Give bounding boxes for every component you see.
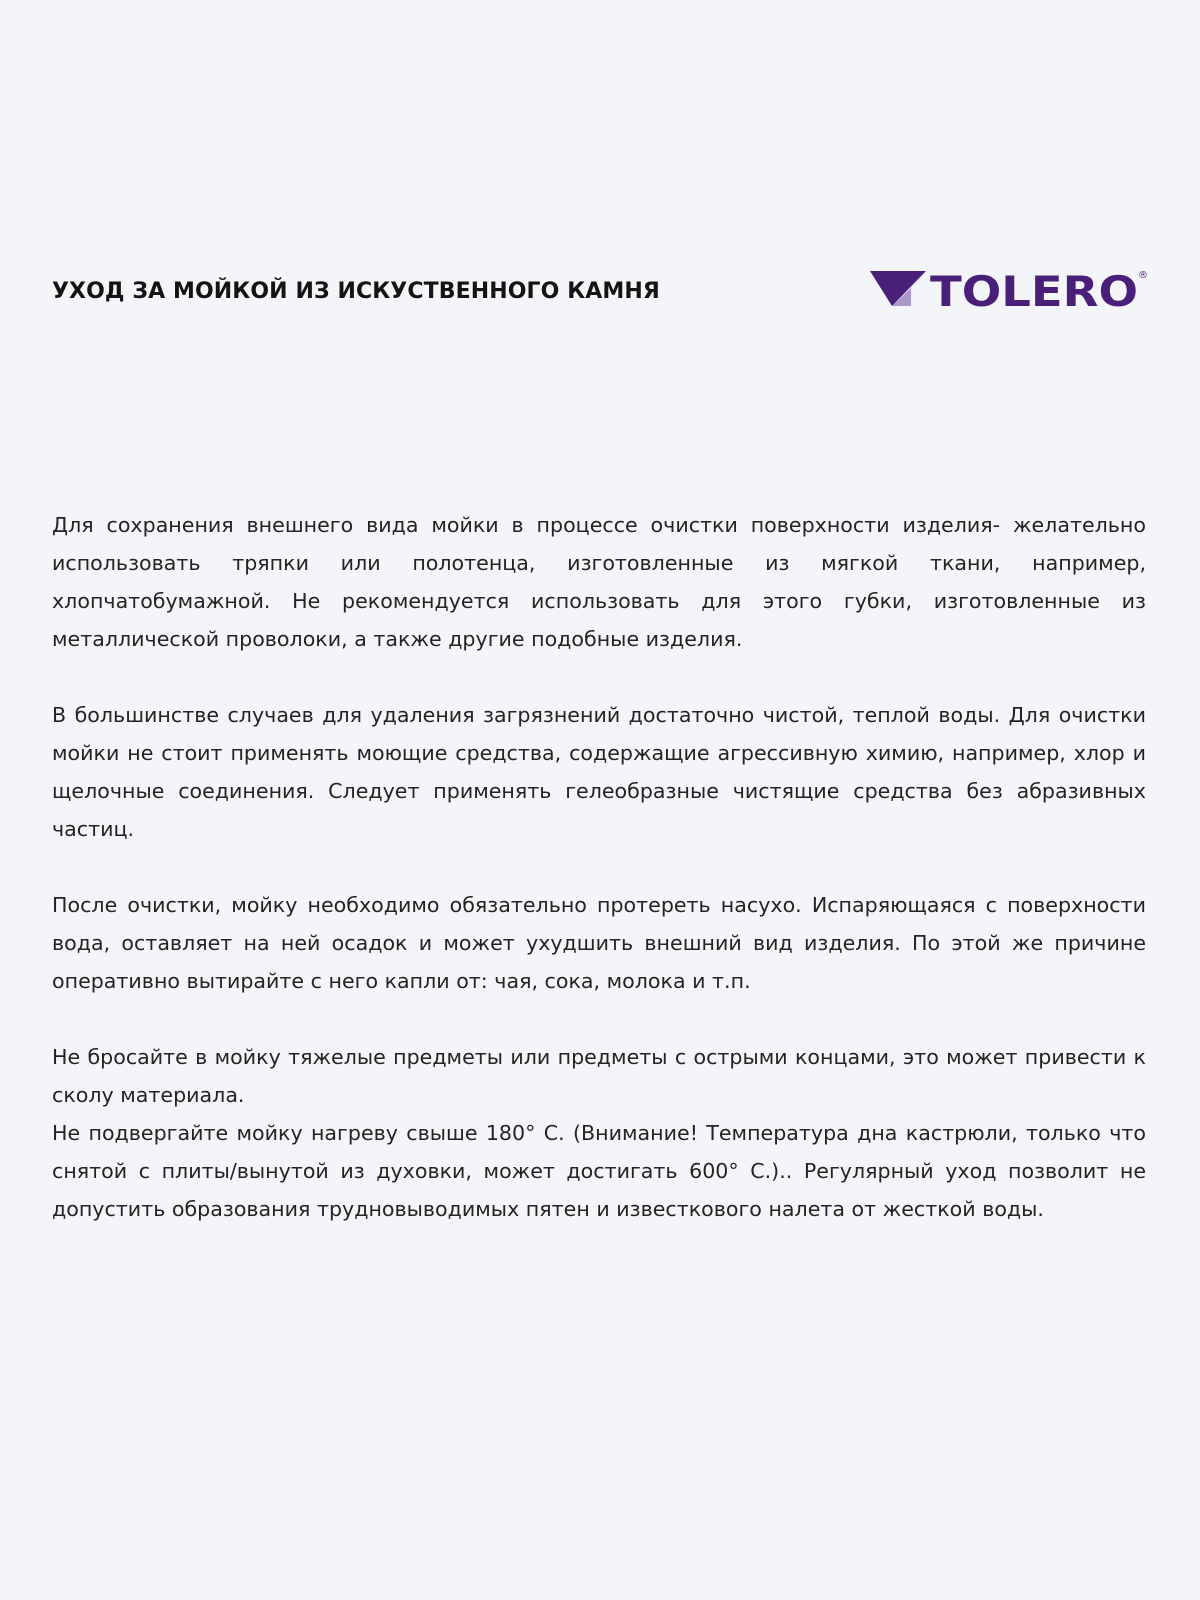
paragraph-detergents: В большинстве случаев для удаления загрязнений достаточно чистой, теплой воды. Для очистки мойки не стоит применять моющие средства, содержащие агрессивную химию, например, хлор и щелочные соединения. Следует применять гелеобразные чистящие средства без абразивных частиц. (52, 703, 1146, 841)
triangle-arrow-logo-icon (870, 271, 926, 306)
paragraph-drying: После очистки, мойку необходимо обязательно протереть насухо. Испаряющаяся с поверхности вода, оставляет на ней осадок и может ухудшить внешний вид изделия. По этой же причине оперативно вытирайте с него капли от: чая, сока, молока и т.п. (52, 893, 1146, 993)
brand-logo (868, 266, 1148, 314)
paragraph-cleaning-materials: Для сохранения внешнего вида мойки в процессе очистки поверхности изделия- желательно использовать тряпки или полотенца, изготовленные из мягкой ткани, например, хлопчатобумажной. Не рекомендуется использовать для этого губки, изготовленные из металлической проволоки, а также другие подобные изделия. (52, 513, 1146, 651)
page-title: УХОД ЗА МОЙКОЙ ИЗ ИСКУСТВЕННОГО КАМНЯ (52, 279, 660, 304)
paragraph-heavy-objects: Не бросайте в мойку тяжелые предметы или предметы с острыми концами, это может привести к сколу материала. (52, 1045, 1146, 1107)
care-instructions (52, 506, 1146, 1228)
paragraph-heat-warning: Не подвергайте мойку нагреву свыше 180° С. (Внимание! Температура дна кастрюли, только что снятой с плиты/вынутой из духовки, может достигать 600° С.).. Регулярный уход позволит не допустить образования трудновыводимых пятен и известкового налета от жесткой воды. (52, 1121, 1146, 1221)
registered-mark: ® (1138, 270, 1148, 281)
page-header (52, 258, 1148, 328)
logo-wordmark: TOLERO (930, 267, 1138, 314)
